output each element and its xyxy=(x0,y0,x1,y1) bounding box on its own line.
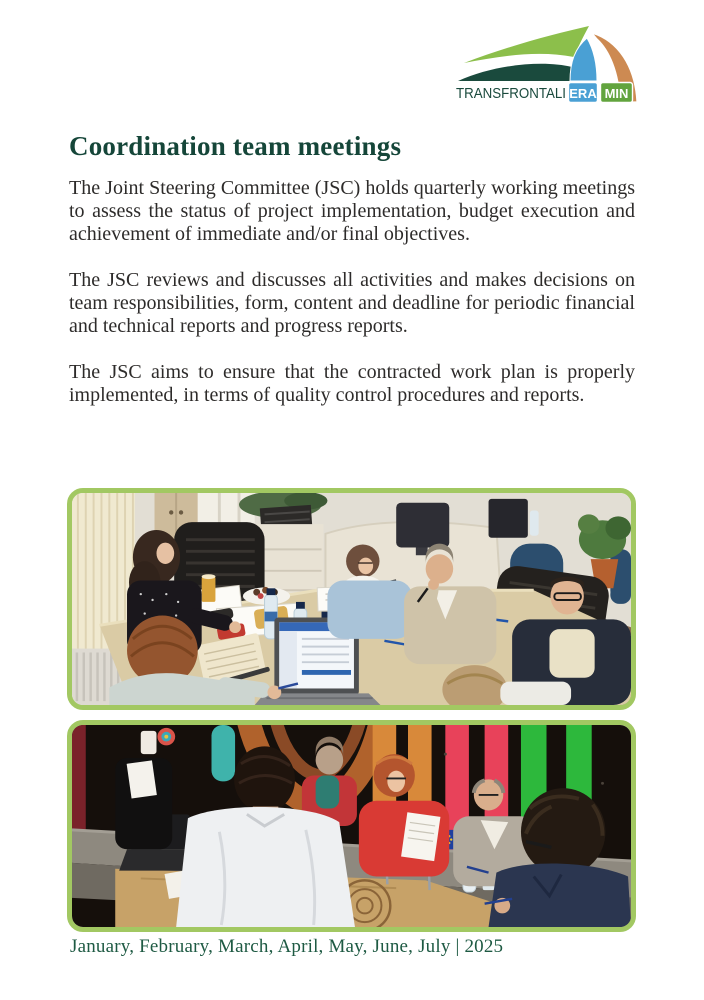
logo-graphic xyxy=(456,24,642,106)
article xyxy=(69,131,635,430)
article-body xyxy=(69,177,635,407)
jsc-mural-meeting-photo xyxy=(72,725,631,927)
photo-frame-office-meeting xyxy=(67,488,636,710)
logo-wordmark: TRANSFRONTALI xyxy=(456,86,566,102)
paragraph-3: The JSC aims to ensure that the contracted work plan is properly implemented, in terms of quality control procedures and reports. xyxy=(69,361,635,407)
logo-era-label: ERA xyxy=(569,86,597,101)
logo-min-label: MIN xyxy=(604,86,629,101)
paragraph-1: The Joint Steering Committee (JSC) holds quarterly working meetings to assess the status of project implementation, budget execution and achievement of immediate and/or final objectives. xyxy=(69,177,635,246)
transfrontaliera-min-logo xyxy=(456,24,642,106)
issue-months-caption: January, February, March, April, May, June, July | 2025 xyxy=(70,936,504,957)
paragraph-2: The JSC reviews and discusses all activities and makes decisions on team responsibilities, form, content and deadline for periodic financial and technical reports and progress reports. xyxy=(69,269,635,338)
page-title: Coordination team meetings xyxy=(69,131,402,161)
jsc-office-meeting-photo xyxy=(72,493,631,705)
photo-frame-mural-meeting xyxy=(67,720,636,932)
